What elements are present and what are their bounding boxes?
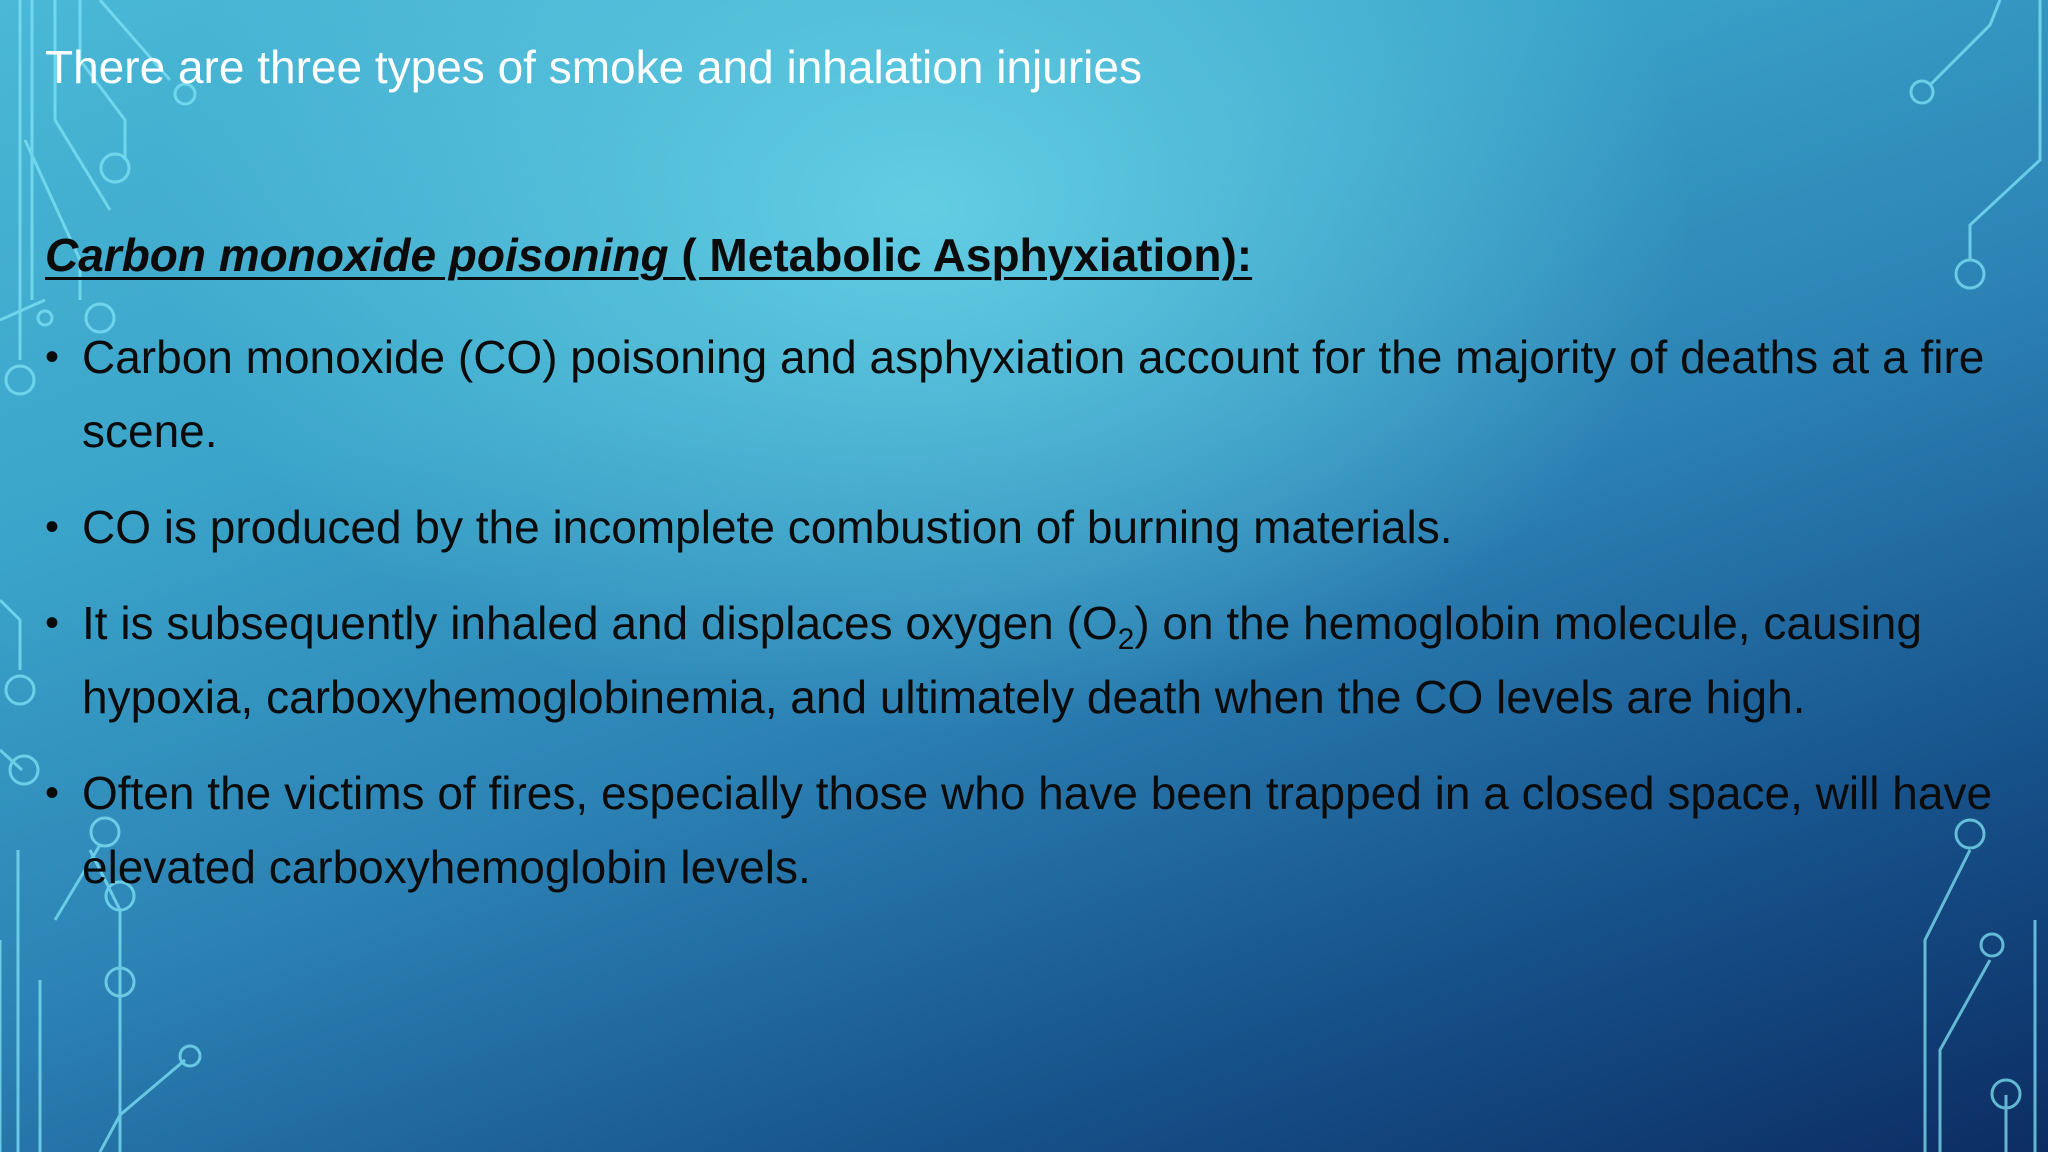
bullet-text-before: It is subsequently inhaled and displaces oxygen (O — [82, 597, 1118, 649]
list-item — [45, 320, 2025, 468]
list-item — [45, 586, 2025, 734]
bullet-text: CO is produced by the incomplete combustion of burning materials. — [82, 501, 1453, 553]
bullet-text-after: ) on the hemoglobin molecule, causing hypoxia, carboxyhemoglobinemia, and ultimately death when the CO levels are high. — [82, 597, 1922, 723]
slide-title: There are three types of smoke and inhalation injuries — [45, 41, 1142, 93]
list-item — [45, 756, 2025, 904]
bullet-text — [82, 597, 1922, 723]
bullet-icon: • — [45, 335, 60, 379]
bullet-subscript: 2 — [1117, 623, 1135, 657]
bullet-icon: • — [45, 601, 60, 645]
list-item — [45, 490, 2025, 564]
heading-rest: ( Metabolic Asphyxiation): — [668, 229, 1253, 281]
bullet-icon: • — [45, 505, 60, 549]
bullet-icon: • — [45, 771, 60, 815]
bullet-list — [45, 320, 2025, 926]
section-heading — [45, 228, 1252, 282]
bullet-text: Carbon monoxide (CO) poisoning and asphyxiation account for the majority of deaths at a fire scene. — [82, 331, 1985, 457]
heading-italic: Carbon monoxide poisoning — [45, 229, 669, 281]
bullet-text: Often the victims of fires, especially those who have been trapped in a closed space, will have elevated carboxyhemoglobin levels. — [82, 767, 1993, 893]
